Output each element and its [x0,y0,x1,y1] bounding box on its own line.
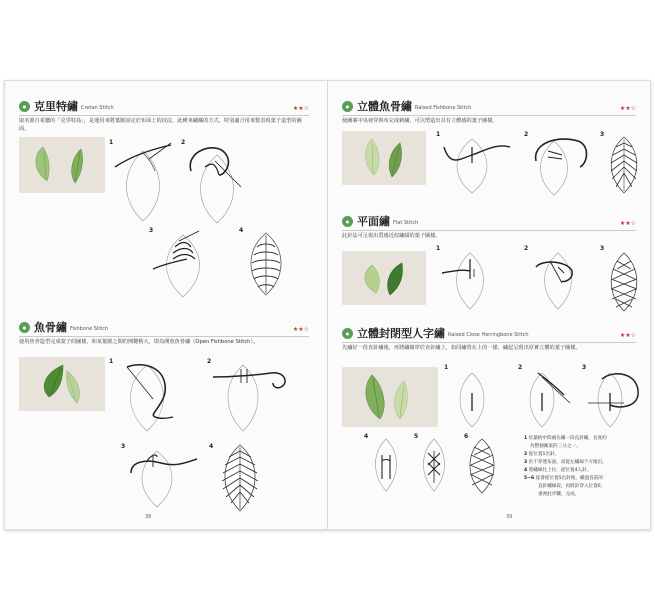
step-diagram-flat-3 [604,249,644,313]
section-divider [19,115,309,116]
section-badge-icon: ● [19,322,30,333]
step-number: 1 [444,364,449,371]
step-line: 3 於不穿透布面，而從左繡線下方繞出。 [524,460,607,465]
step-number: 4 [209,443,214,450]
difficulty-stars: ★★☆ [619,220,636,227]
step-diagram-flat-1 [440,249,504,313]
step-diagram-fishbone-1 [113,359,179,435]
section-title: 立體封閉型人字繡 [357,327,445,340]
step-diagram-herringbone-5 [414,437,454,493]
step-diagram-fishbone-2 [211,361,291,435]
section-badge-icon: ● [342,328,353,339]
difficulty-stars: ★★☆ [292,326,309,333]
embroidery-photo-herringbone [342,367,438,427]
step-number: 3 [121,443,126,450]
step-diagram-herringbone-1 [446,369,506,431]
step-line: 直針繡線段，再將針穿入位置6， [538,484,606,489]
step-number: 2 [524,245,529,252]
step-line: 4 將繡線往上拉，從位置4入針。 [524,468,592,473]
step-line: 重複此步驟，完成。 [538,492,580,497]
section-header-flat [342,213,636,229]
step-number: 3 [149,227,154,234]
difficulty-stars: ★★☆ [619,332,636,339]
difficulty-stars: ★★☆ [619,105,636,112]
step-number: 1 [436,245,441,252]
section-badge-icon: ● [342,216,353,227]
section-title: 立體魚骨繡 [357,100,412,113]
step-number: 5 [414,433,419,440]
section-divider [342,230,636,231]
section-description: 使圖案中央發穿與布完成刺繡，可以塑造出具有立體感的葉子圖樣。 [342,118,498,124]
step-diagram-herringbone-3 [584,369,644,431]
step-diagram-herringbone-4 [366,437,406,493]
step-number: 3 [600,131,605,138]
section-badge-icon: ● [19,101,30,112]
section-divider [342,115,636,116]
section-divider [19,336,309,337]
section-title-en: Flat Stitch [393,220,419,226]
step-diagram-fishbone-3 [127,445,201,511]
instruction-steps [524,435,642,499]
page-number: 39 [506,514,513,520]
section-header-fishbone [19,319,309,335]
step-line: 1 於葉柄中間處先繡一段直針繡，長度約 [524,436,607,441]
step-number: 1 [109,358,114,365]
step-diagram-fishbone-4 [215,441,265,513]
step-number: 2 [207,358,212,365]
book-spread [4,80,651,530]
left-page [5,81,327,529]
step-line: 為整個圖案的三分之一。 [530,444,581,449]
section-header-raised-fishbone [342,98,636,114]
section-title-en: Fishbone Stitch [70,326,109,332]
page-number: 38 [145,514,152,520]
step-diagram-4 [243,229,289,297]
section-title: 克里特繡 [34,100,78,113]
step-diagram-2 [185,141,247,225]
step-diagram-1 [113,141,173,225]
step-diagram-raised-2 [528,133,592,197]
right-page [328,81,650,529]
step-number: 6 [464,433,469,440]
section-divider [342,342,636,343]
step-line: 2 從位置1出針。 [524,452,560,457]
step-number: 1 [436,131,441,138]
step-diagram-herringbone-6 [462,437,502,495]
step-diagram-raised-1 [440,133,512,197]
section-header-cretan [19,98,309,114]
embroidery-photo-cretan [19,137,105,193]
section-badge-icon: ● [342,101,353,112]
section-title-en: Raised Fishbone Stitch [415,105,472,111]
difficulty-stars: ★★☆ [292,105,309,112]
section-description: 取名源自希臘的「克里特島」，是運用來將葉脈固定於布面上的技法，此種來繡織的方式，特別適合用來製表現葉子造型的圖面。 [19,118,302,132]
step-diagram-flat-2 [528,249,592,313]
step-diagram-raised-3 [604,133,644,195]
section-description: 此針法可呈現出質感近似繡綴的葉子圖樣。 [342,233,441,239]
step-line: 5~6 從會從位置5出針後，繡過直前的 [524,476,603,481]
embroidery-photo-flat [342,251,426,305]
step-number: 2 [524,131,529,138]
step-number: 4 [239,227,244,234]
step-diagram-3 [153,229,215,299]
section-title: 魚骨繡 [34,321,67,334]
section-description: 先繡好一段直針繡後，再將繡線穿於直針繡上，如同繡置在上的一樣，繡起呈現出厚實立體的葉子圖樣。 [342,345,581,351]
section-title-en: Raised Close Herringbone Stitch [448,332,529,338]
section-description: 使用魚骨造型完成葉子的圖樣，和某葉脈之間的開鍵稍大，即為開放魚骨繡（Open Fishbone Stitch）。 [19,339,259,345]
embroidery-photo-fishbone [19,357,105,411]
step-number: 4 [364,433,369,440]
embroidery-photo-raised-fishbone [342,131,426,185]
step-diagram-herringbone-2 [516,369,580,431]
step-number: 3 [600,245,605,252]
section-header-herringbone [342,325,636,341]
step-number: 2 [518,364,523,371]
section-title: 平面繡 [357,215,390,228]
step-number: 2 [181,139,186,146]
step-number: 1 [109,139,114,146]
section-title-en: Cretan Stitch [81,105,114,111]
step-number: 3 [582,364,587,371]
